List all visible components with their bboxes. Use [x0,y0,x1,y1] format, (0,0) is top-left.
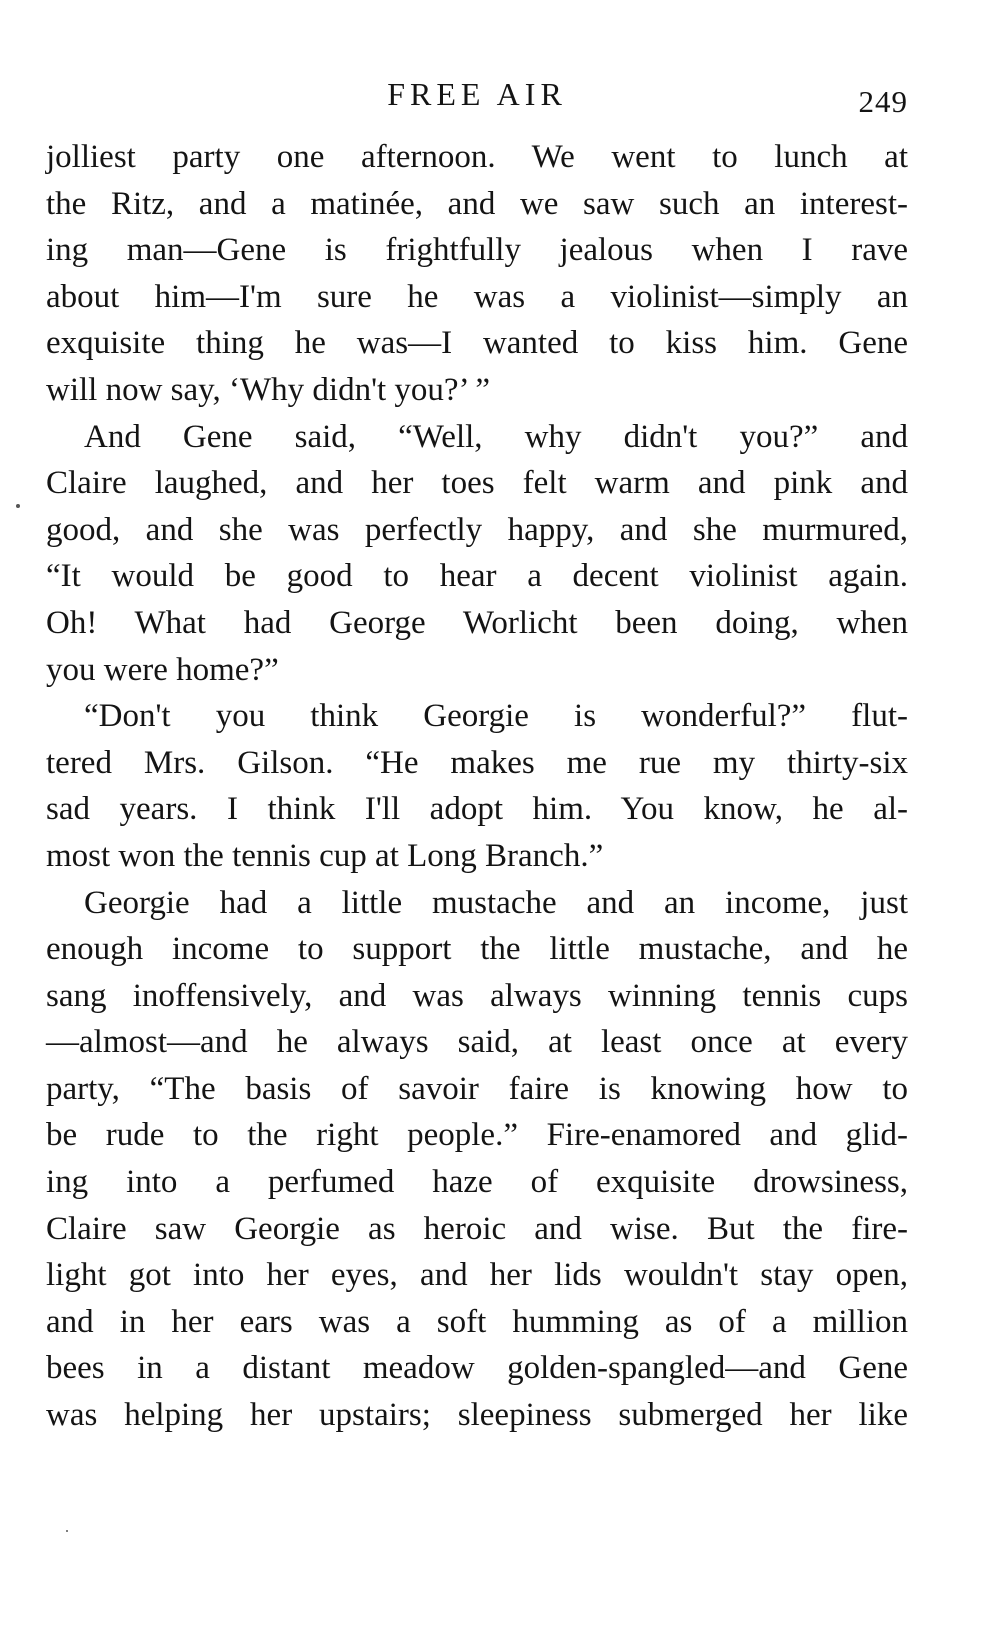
text-line: light got into her eyes, and her lids wouldn't stay open, [46,1257,908,1294]
running-title: FREE AIR [387,76,567,112]
text-line: will now say, ‘Why didn't you?’ ” [46,371,491,408]
text-line: and in her ears was a soft humming as of a million [46,1303,908,1340]
text-line: good, and she was perfectly happy, and she murmured, [46,511,908,548]
text-line: Claire laughed, and her toes felt warm and pink and [46,465,908,502]
text-line: ing into a perfumed haze of exquisite drowsiness, [46,1164,908,1201]
text-line: most won the tennis cup at Long Branch.” [46,837,604,874]
text-line: bees in a distant meadow golden-spangled—and Gene [46,1350,908,1387]
text-line: sad years. I think I'll adopt him. You know, he al- [46,791,908,828]
text-line: party, “The basis of savoir faire is knowing how to [46,1070,908,1107]
page-number: 249 [858,84,908,119]
text-line: enough income to support the little mustache, and he [46,931,908,968]
print-speck [66,1530,68,1532]
text-line: jolliest party one afternoon. We went to lunch at [46,139,908,175]
text-line: Oh! What had George Worlicht been doing, when [46,604,908,641]
text-line: the Ritz, and a matinée, and we saw such an interest- [46,185,908,222]
text-line: exquisite thing he was—I wanted to kiss him. Gene [46,325,908,362]
paragraph-start-line: And Gene said, “Well, why didn't you?” and [84,418,908,455]
body-text [46,134,908,1439]
text-line: tered Mrs. Gilson. “He makes me rue my thirty-six [46,744,908,781]
text-line: was helping her upstairs; sleepiness submerged her like [46,1397,908,1434]
paragraph-start-line: “Don't you think Georgie is wonderful?” flut- [84,698,908,735]
print-speck [16,504,20,508]
text-line: “It would be good to hear a decent violinist again. [46,558,908,595]
page-header [46,76,908,120]
text-line: sang inoffensively, and was always winning tennis cups [46,977,908,1014]
text-line: Claire saw Georgie as heroic and wise. But the fire- [46,1210,908,1247]
text-line: —almost—and he always said, at least once at every [46,1024,908,1061]
text-line: be rude to the right people.” Fire-enamored and glid- [46,1117,908,1154]
text-line: ing man—Gene is frightfully jealous when I rave [46,232,908,269]
paragraph-start-line: Georgie had a little mustache and an income, just [84,884,908,921]
text-line: you were home?” [46,651,279,688]
text-line: about him—I'm sure he was a violinist—simply an [46,278,908,315]
